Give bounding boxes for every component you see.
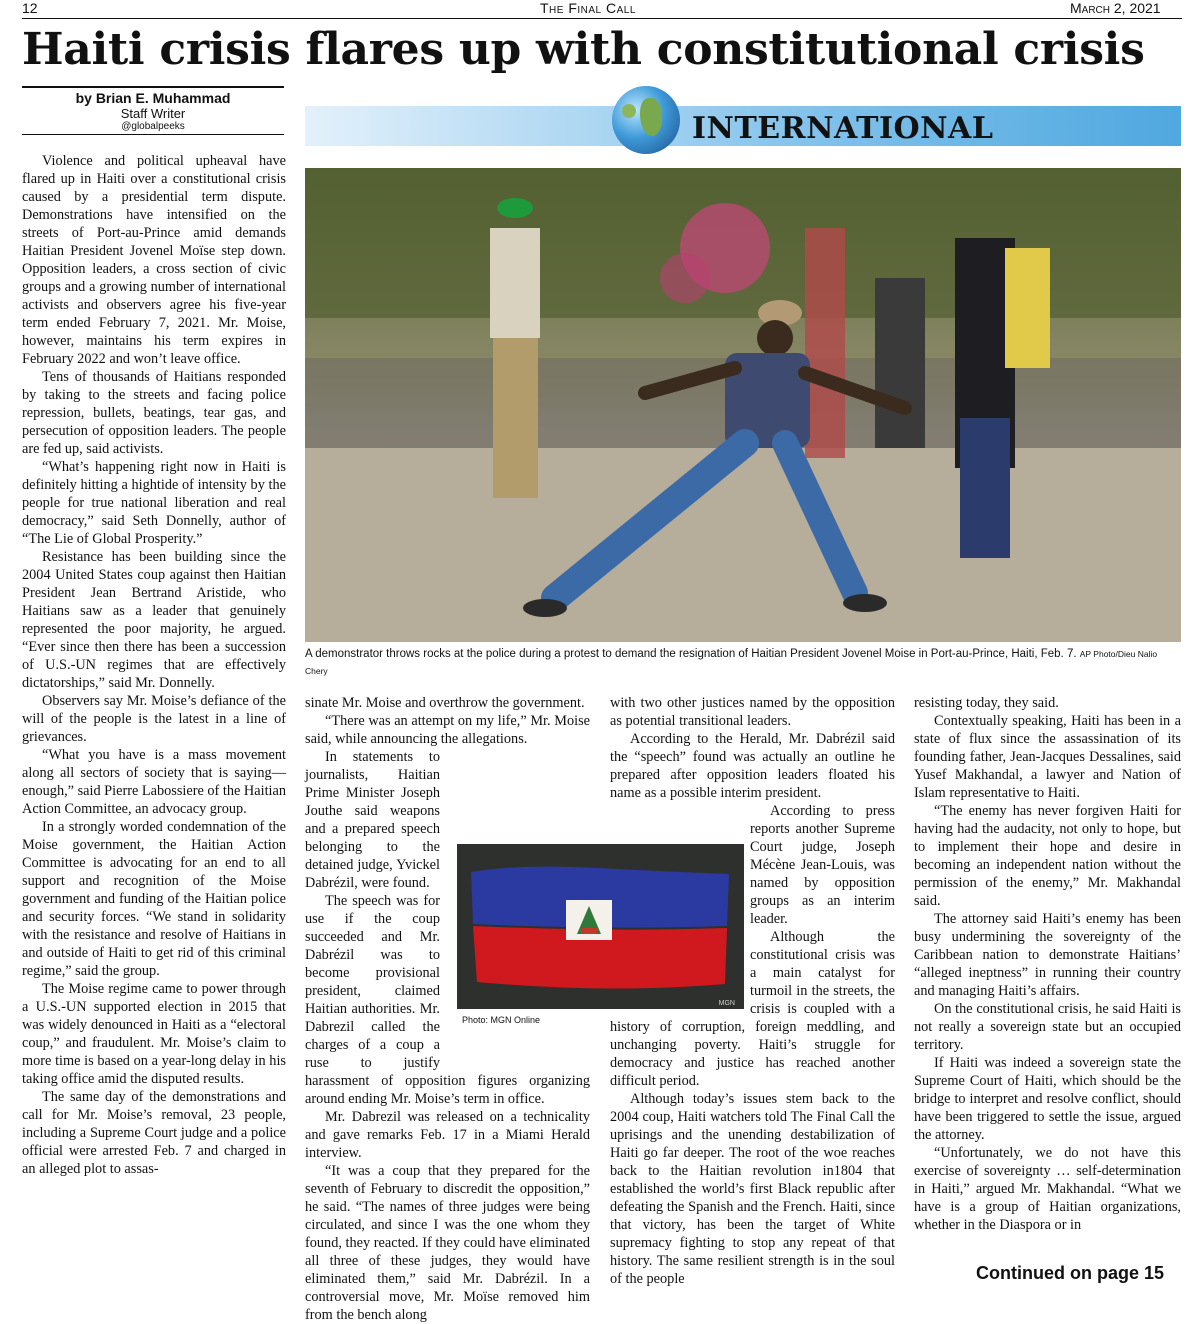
paragraph: If Haiti was indeed a sovereign state the Supreme Court of Haiti, which should be the bridge to interpret and resolve conflict, should have been triggered to settle the issue, argued the attorney. <box>914 1055 1181 1143</box>
paragraph: sinate Mr. Moise and overthrow the government. <box>305 695 585 711</box>
top-rule <box>22 18 1182 19</box>
article-column-4 <box>914 694 1181 1234</box>
continued-link[interactable]: Continued on page 15 <box>976 1263 1165 1283</box>
paragraph: with two other justices named by the opposition as potential transitional leaders. <box>610 695 895 729</box>
article-column-1 <box>22 152 286 1178</box>
paragraph: “What’s happening right now in Haiti is definitely hitting a hightide of intensity by the people for true national liberation and real democracy,” said Seth Donnelly, author of “The Lie of Global Prosperity.” <box>22 459 286 547</box>
flag-photo-credit: Photo: MGN Online <box>462 1015 541 1025</box>
headline: Haiti crisis flares up with constitutional crisis <box>22 24 1145 75</box>
paragraph: “What you have is a mass movement along all sectors of society that is saying—enough,” said Pierre Labossiere of the Haitian Action Committee, an advocacy group. <box>22 747 287 817</box>
issue-date: March 2, 2021 <box>1070 0 1161 16</box>
main-photo-caption <box>305 646 1181 680</box>
paragraph: resisting today, they said. <box>914 695 1059 711</box>
paragraph-text: In statements to journalists, Haitian Prime Minister Joseph Jouthe said weapons and a prepared speech belonging to the detained judge, Yvickel Dabrézil, were found. <box>305 749 440 891</box>
paragraph-text: The speech was for use if the coup succeeded and Mr. Dabrézil was to become provisional president, claimed Haitian authorities. Mr. Dabrezil called the charges of a coup a ruse to justify harassment of opposition figures organizing around ending Mr. Moise’s term in office. <box>305 893 590 1107</box>
paragraph-text: According to press reports another Supreme Court judge, Joseph Mécène Jean-Louis, was named by opposition groups as an interim leader. <box>750 803 895 927</box>
paragraph: Resistance has been building since the 2004 United States coup against then Haitian President Jean Bertrand Aristide, who Haitians saw as a leader that genuinely represented the poor majority, he argued. “Ever since then there has been a succession of U.S.-UN regimes that are effectively dictatorships,” said Mr. Donnelly. <box>22 549 286 691</box>
byline-author: by Brian E. Muhammad <box>75 90 231 106</box>
paragraph: The attorney said Haiti’s enemy has been busy undermining the sovereignty of the Caribbean nation to demonstrate Haitians’ “alleged ineptness” in running their country and managing Haiti’s affairs. <box>914 911 1181 999</box>
main-photo <box>305 168 1181 642</box>
publication-name: The Final Call <box>540 0 636 16</box>
paragraph: Although today’s issues stem back to the 2004 coup, Haiti watchers told The Final Call the uprisings and the unending destabilization of Haiti go far deeper. The root of the woe reaches back to the Haitian revolution in1804 that established the world’s first Black republic after defeating the Spanish and the French. Haiti, since that victory, has been the target of White supremacy fighting to stop any repeat of that history. The same resilient strength is in the soul of the people <box>610 1091 895 1287</box>
paragraph: Contextually speaking, Haiti has been in a state of flux since the assassination of its founding father, Jean-Jacques Dessalines, said Yusef Makhandal, a lawyer and Nation of Islam representative to Haiti. <box>914 713 1181 801</box>
paragraph: In a strongly worded condemnation of the Moise government, the Haitian Action Committee is advocating for an end to all support and recognition of the Moise government and funding of the Haitian police and security forces. “We stand in solidarity with the resistance and resolve of Haitians in and outside of Haiti to get rid of this criminal regime,” said the group. <box>22 819 286 979</box>
byline-rule <box>22 134 284 135</box>
byline-handle: @globalpeeks <box>121 121 185 132</box>
globe-icon <box>612 86 680 154</box>
paragraph: Violence and political upheaval have flared up in Haiti over a constitutional crisis caused by a presidential term dispute. Demonstrations have intensified on the streets of Port-au-Prince amid demands Haitian President Jovenel Moïse step down. Opposition leaders, a cross section of civic groups and a growing number of international activists and observers agree his five-year term ended February 7, 2021. Mr. Moise, however, maintains his term expires in February 2022 and won’t leave office. <box>22 153 286 367</box>
haiti-flag-photo <box>457 844 744 1009</box>
caption-text: A demonstrator throws rocks at the police during a protest to demand the resignation of Haitian President Jovenel Moise in Port-au-Prince, Haiti, Feb. 7. <box>305 648 1077 660</box>
byline-title: Staff Writer <box>120 106 186 121</box>
paragraph: “The enemy has never forgiven Haiti for having had the audacity, not only to hope, but to implement their hope and desire in becoming an independent nation without the permission of the enemy,” Mr. Makhandal said. <box>914 803 1181 909</box>
paragraph: Mr. Dabrezil was released on a technicality and gave remarks Feb. 17 in a Miami Herald interview. <box>305 1109 590 1161</box>
paragraph: According to the Herald, Mr. Dabrézil said the “speech” found was actually an outline he prepared after opposition leaders floated his name as a possible interim president. <box>610 731 895 801</box>
flag-watermark: MGN <box>718 1000 735 1007</box>
paragraph: The same day of the demonstrations and call for Mr. Moise’s removal, 23 people, including a Supreme Court judge and a police official were arrested Feb. 7 and charged in an alleged plot to assas- <box>22 1089 286 1177</box>
page-number: 12 <box>22 0 38 16</box>
paragraph: “There was an attempt on my life,” Mr. Moise said, while announcing the allegations. <box>305 713 590 747</box>
paragraph: The Moise regime came to power through a U.S.-UN supported election in 2015 that was widely denounced in Haiti as a “electoral coup,” and fraudulent. Mr. Moise’s claim to more time is based on a year-long delay in his taking office amid the disputed results. <box>22 981 286 1087</box>
paragraph: Observers say Mr. Moise’s defiance of the will of the people is the latest in a line of grievances. <box>22 693 286 745</box>
byline <box>22 86 284 135</box>
protest-photo-illustration <box>305 168 1181 642</box>
section-label: INTERNATIONAL <box>692 111 994 146</box>
paragraph: “Unfortunately, we do not have this exercise of sovereignty … self-determination in Haiti,” argued Mr. Makhandal. “What we have is a group of Haitian organizations, whether in the Diaspora or in <box>914 1145 1181 1233</box>
haiti-flag-illustration <box>457 844 744 1009</box>
paragraph: Although the constitutional crisis was a main catalyst for turmoil in the streets, the crisis is coupled with a history of corruption, foreign meddling, and unchanging poverty. Haiti’s struggle for democracy and justice has reached another difficult period. <box>610 929 895 1089</box>
paragraph: Tens of thousands of Haitians responded by taking to the streets and facing police repression, bullets, beatings, tear gas, and persecution of opposition leaders. The people are fed up, said activists. <box>22 369 286 457</box>
caption-credit: AP Photo/Dieu Nalio Chery <box>305 649 1158 676</box>
paragraph: “It was a coup that they prepared for the seventh of February to discredit the opposition,” he said. “The names of three judges were being circulated, and since I was the one whom they found, they reacted. If they could have eliminated all three of these judges, they would have eliminated them,” said Mr. Dabrézil. In a controversial move, Mr. Moïse removed him from the bench along <box>305 1163 590 1323</box>
paragraph: On the constitutional crisis, he said Haiti is not really a sovereign state but an occupied territory. <box>914 1001 1181 1053</box>
